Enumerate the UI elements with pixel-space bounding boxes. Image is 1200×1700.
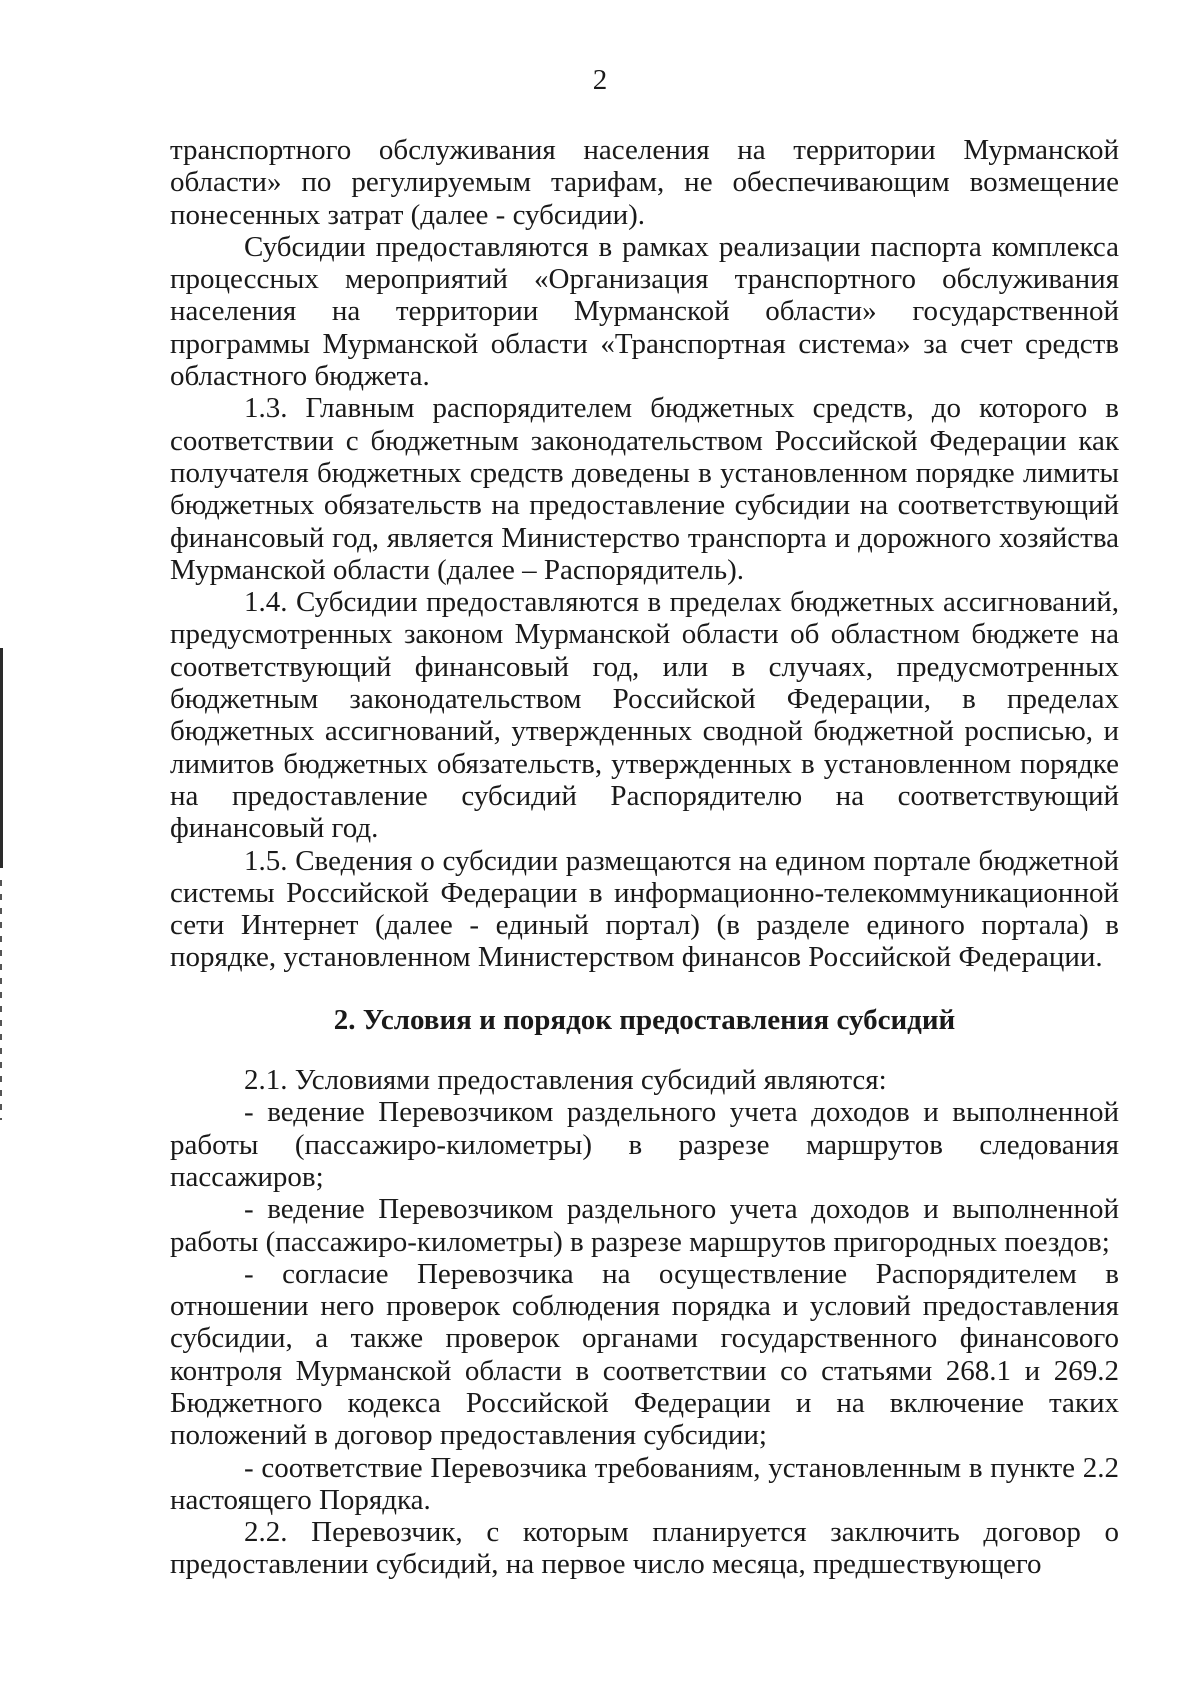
scan-edge-mark <box>0 648 3 868</box>
list-item: - ведение Перевозчиком раздельного учета доходов и выполненной работы (пассажиро-километры) в разрезе маршрутов следования пассажиров; <box>170 1096 1119 1193</box>
page-number: 2 <box>592 64 608 96</box>
list-item: - согласие Перевозчика на осуществление Распорядителем в отношении него проверок соблюдения порядка и условий предоставления субсидии, а также проверок органами государственного финансового контроля Мурманской области в соответствии со статьями 268.1 и 269.2 Бюджетного кодекса Российской Федерации и на включение таких положений в договор предоставления субсидии; <box>170 1257 1119 1452</box>
paragraph-1-3: 1.3. Главным распорядителем бюджетных средств, до которого в соответствии с бюджетным законодательством Российской Федерации как получателя бюджетных средств доведены в установленном порядке лимиты бюджетных обязательств на предоставление субсидии на соответствующий финансовый год, является Министерство транспорта и дорожного хозяйства Мурманской области (далее – Распорядитель). <box>170 392 1119 586</box>
document-body <box>170 134 1119 1581</box>
paragraph: транспортного обслуживания населения на территории Мурманской области» по регулируемым тарифам, не обеспечивающим возмещение понесенных затрат (далее - субсидии). <box>170 134 1119 231</box>
paragraph-1-5: 1.5. Сведения о субсидии размещаются на едином портале бюджетной системы Российской Федерации в информационно-телекоммуникационной сети Интернет (далее - единый портал) (в разделе единого портала) в порядке, установленном Министерством финансов Российской Федерации. <box>170 844 1119 974</box>
paragraph: Субсидии предоставляются в рамках реализации паспорта комплекса процессных мероприятий «Организация транспортного обслуживания населения на территории Мурманской области» государственной программы Мурманской области «Транспортная система» за счет средств областного бюджета. <box>170 230 1119 393</box>
list-item: - соответствие Перевозчика требованиям, установленным в пункте 2.2 настоящего Порядка. <box>170 1451 1119 1516</box>
list-item: - ведение Перевозчиком раздельного учета доходов и выполненной работы (пассажиро-километры) в разрезе маршрутов пригородных поездов; <box>170 1193 1119 1258</box>
scan-edge-mark-dashed <box>0 880 2 1120</box>
paragraph-1-4: 1.4. Субсидии предоставляются в пределах бюджетных ассигнований, предусмотренных законом Мурманской области об областном бюджете на соответствующий финансовый год, или в случаях, предусмотренных бюджетным законодательством Российской Федерации, в пределах бюджетных ассигнований, утвержденных сводной бюджетной росписью, и лимитов бюджетных обязательств, утвержденных в установленном порядке на предоставление субсидий Распорядителю на соответствующий финансовый год. <box>170 586 1119 845</box>
paragraph-2-1: 2.1. Условиями предоставления субсидий являются: <box>244 1064 887 1097</box>
paragraph-2-2: 2.2. Перевозчик, с которым планируется заключить договор о предоставлении субсидий, на первое число месяца, предшествующего <box>170 1516 1119 1581</box>
section-heading: 2. Условия и порядок предоставления субсидий <box>333 1003 956 1036</box>
